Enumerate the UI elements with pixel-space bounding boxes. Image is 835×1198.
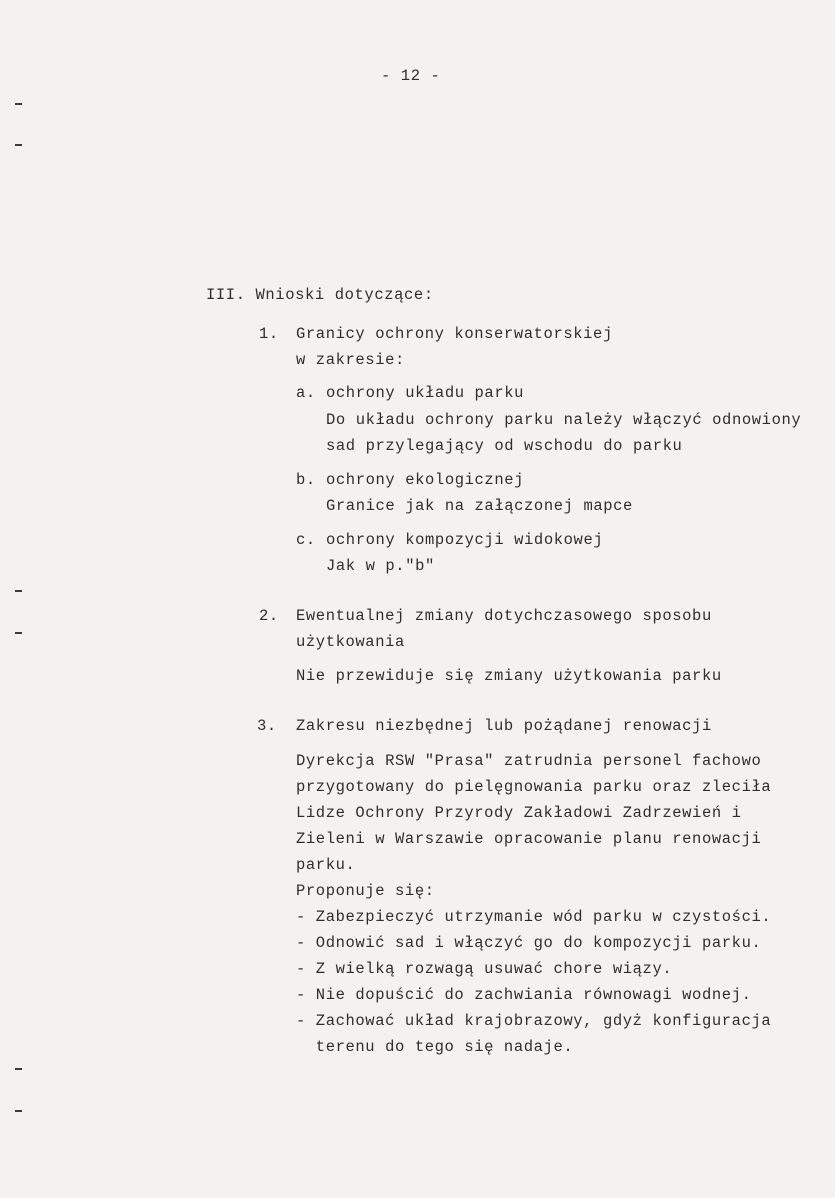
item-c-body: Jak w p."b"	[326, 557, 435, 575]
section-3-body: parku.	[296, 856, 356, 874]
section-3-number: 3.	[257, 717, 277, 735]
margin-mark	[15, 144, 22, 146]
section-3-body: Lidze Ochrony Przyrody Zakładowi Zadrzewień i	[296, 804, 742, 822]
section-2-title: Ewentualnej zmiany dotychczasowego sposobu	[296, 607, 712, 625]
proposal-item: - Zachować układ krajobrazowy, gdyż konfiguracja	[296, 1012, 772, 1030]
section-3-body: Dyrekcja RSW "Prasa" zatrudnia personel fachowo	[296, 752, 762, 770]
item-b-body: Granice jak na załączonej mapce	[326, 497, 633, 515]
item-a-body: Do układu ochrony parku należy włączyć odnowiony	[326, 411, 802, 429]
margin-mark	[15, 632, 22, 634]
item-a-title: ochrony układu parku	[326, 384, 525, 402]
item-a-letter: a.	[296, 384, 316, 402]
section-1-title: w zakresie:	[296, 351, 405, 369]
item-a-body: sad przylegający od wschodu do parku	[326, 437, 683, 455]
section-heading: III. Wnioski dotyczące:	[206, 286, 434, 304]
section-1-title: Granicy ochrony konserwatorskiej	[296, 325, 613, 343]
proposal-item: - Odnowić sad i włączyć go do kompozycji parku.	[296, 934, 762, 952]
proposal-intro: Proponuje się:	[296, 882, 435, 900]
proposal-item: - Zabezpieczyć utrzymanie wód parku w czystości.	[296, 908, 772, 926]
section-3-body: Zieleni w Warszawie opracowanie planu renowacji	[296, 830, 762, 848]
proposal-item: terenu do tego się nadaje.	[296, 1038, 574, 1056]
item-c-letter: c.	[296, 531, 316, 549]
proposal-item: - Nie dopuścić do zachwiania równowagi wodnej.	[296, 986, 752, 1004]
margin-mark	[15, 1110, 22, 1112]
section-2-title: użytkowania	[296, 633, 405, 651]
section-2-number: 2.	[259, 607, 279, 625]
page-number: - 12 -	[381, 67, 441, 85]
margin-mark	[15, 1068, 22, 1070]
margin-mark	[15, 103, 22, 105]
section-3-body: przygotowany do pielęgnowania parku oraz zleciła	[296, 778, 772, 796]
item-c-title: ochrony kompozycji widokowej	[326, 531, 604, 549]
item-b-letter: b.	[296, 471, 316, 489]
section-1-number: 1.	[259, 325, 279, 343]
margin-mark	[15, 590, 22, 592]
section-2-body: Nie przewiduje się zmiany użytkowania parku	[296, 667, 722, 685]
section-3-title: Zakresu niezbędnej lub pożądanej renowacji	[296, 717, 712, 735]
proposal-item: - Z wielką rozwagą usuwać chore wiązy.	[296, 960, 673, 978]
item-b-title: ochrony ekologicznej	[326, 471, 525, 489]
